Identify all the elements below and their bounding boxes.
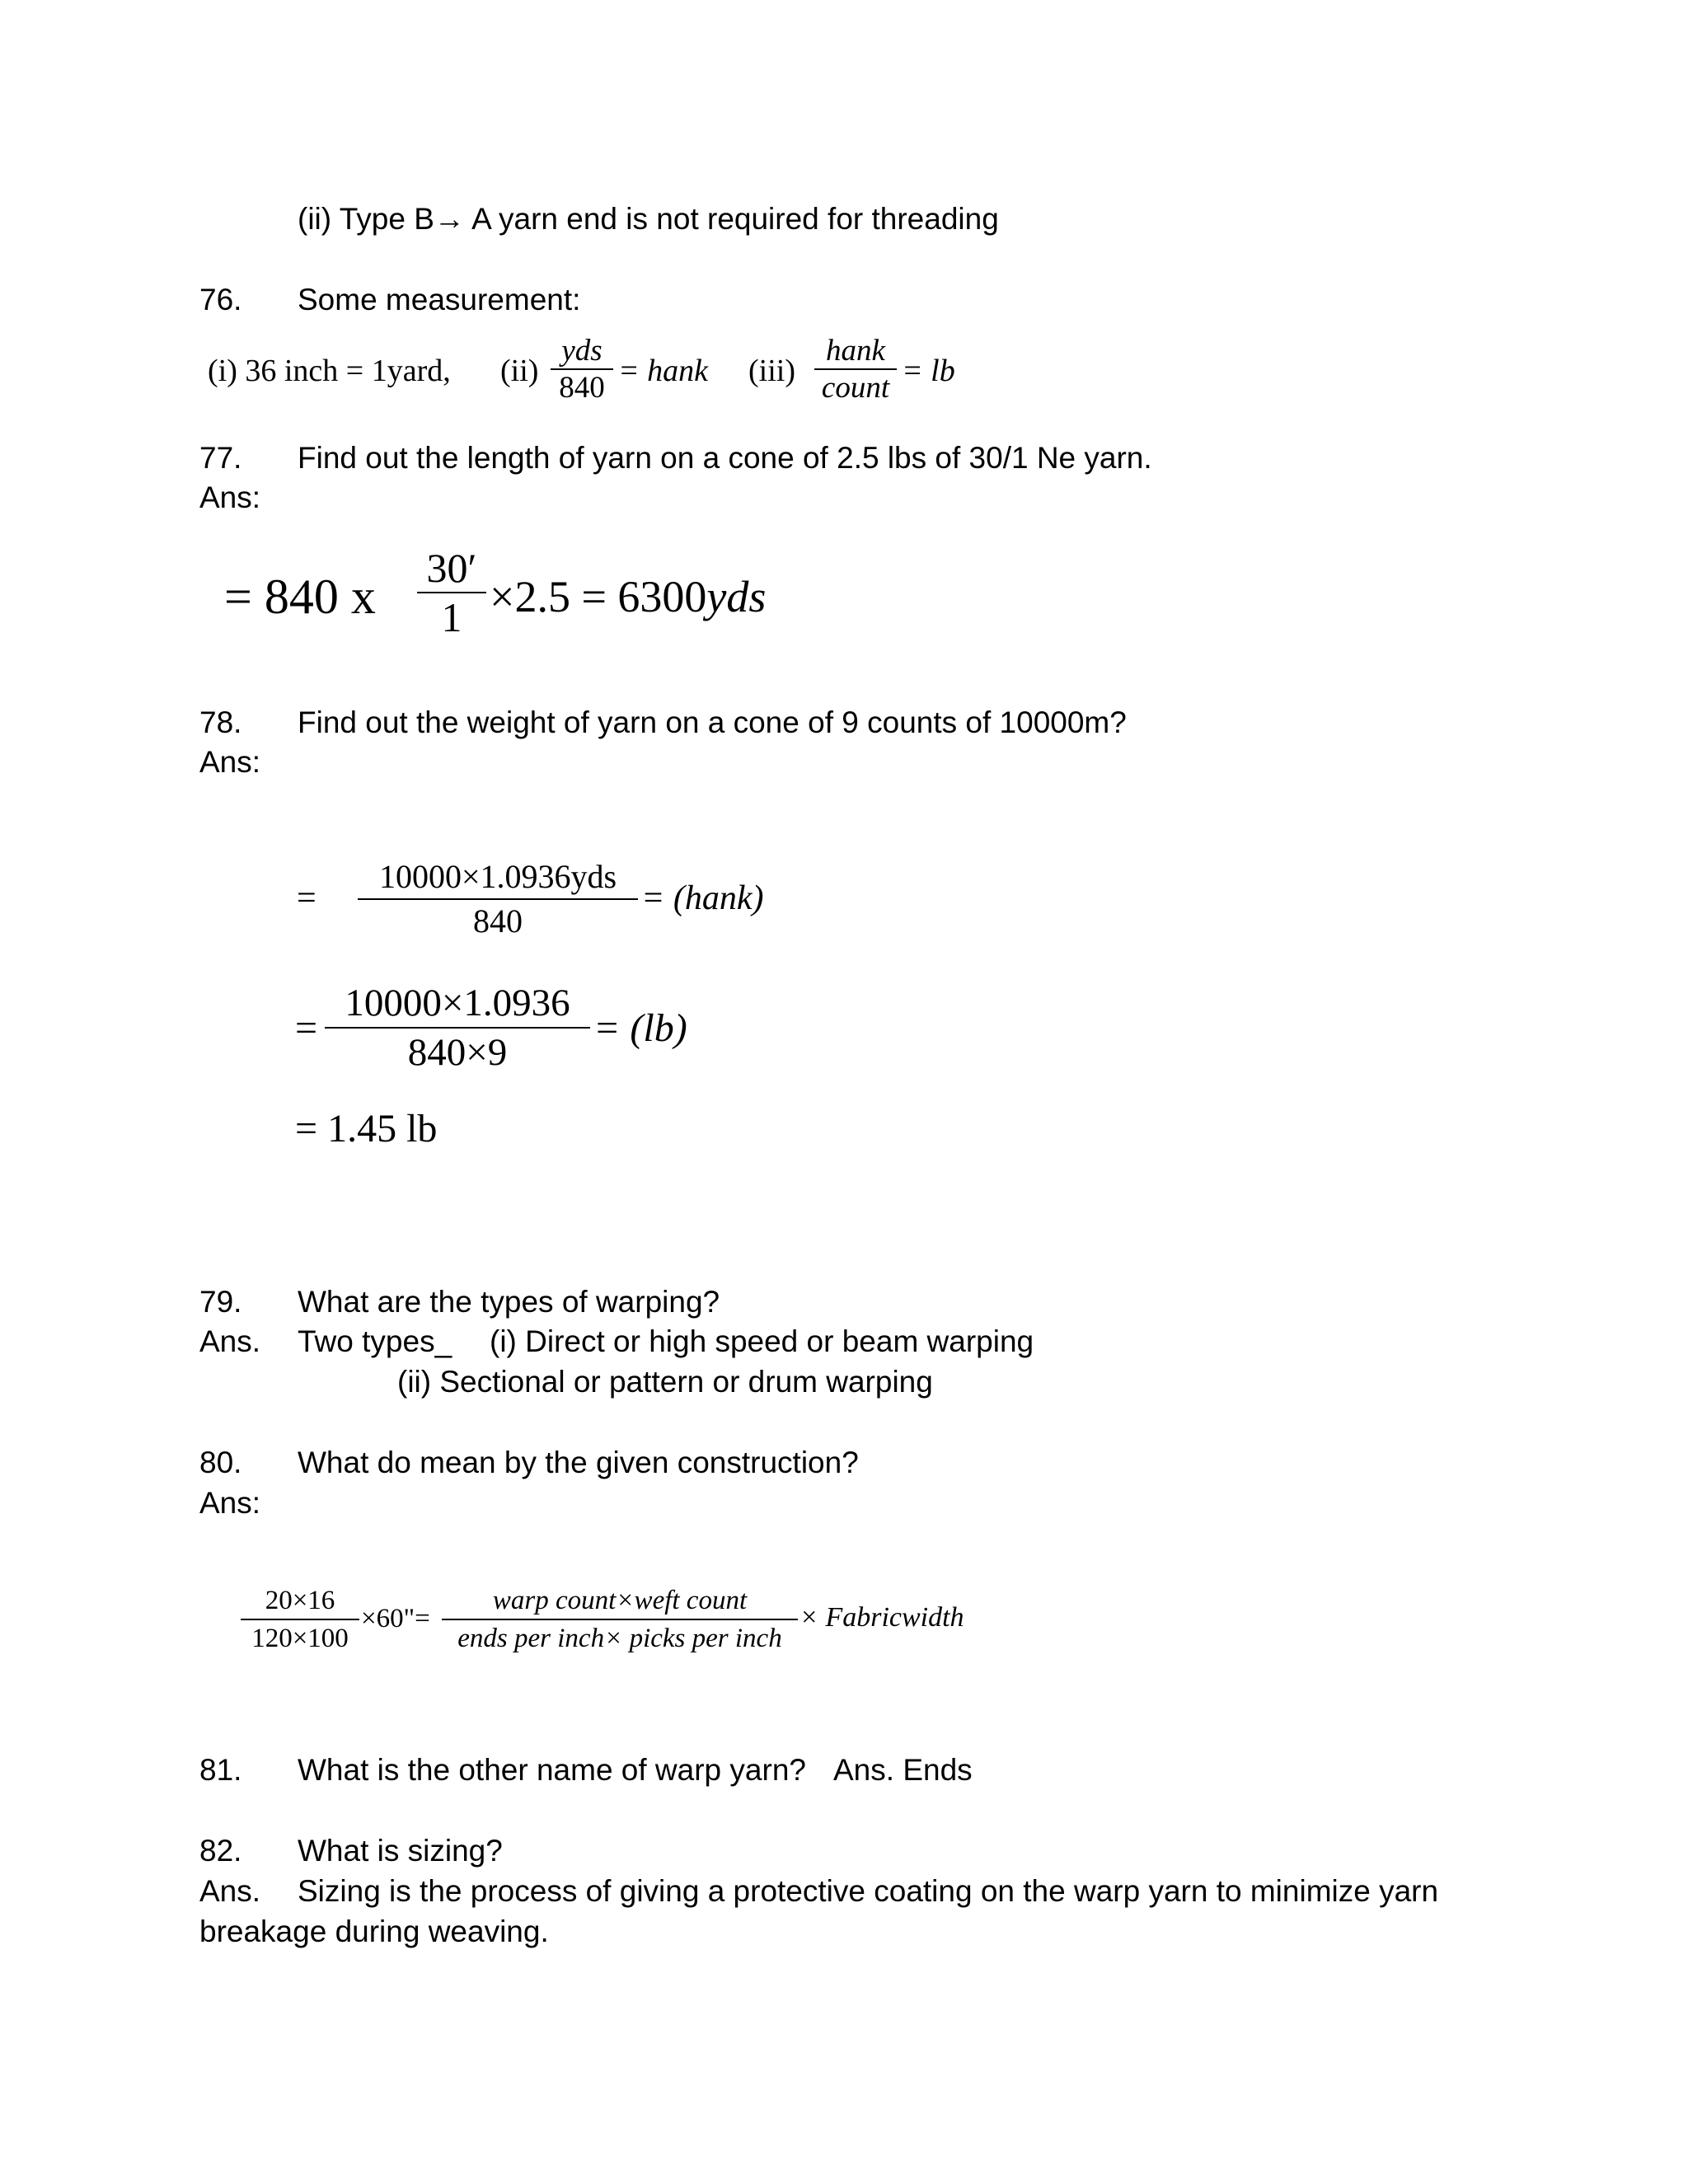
formula-part: (i) 36 inch = 1yard,: [208, 354, 451, 388]
denominator: 120×100: [251, 1624, 349, 1653]
denominator: 840: [559, 371, 605, 405]
fraction-definition: [442, 1582, 798, 1657]
fraction-30-1: [417, 544, 486, 641]
answer-item: (ii) Sectional or pattern or drum warping: [397, 1365, 933, 1399]
formula-part: ×60"=: [361, 1604, 430, 1633]
formula-part: [490, 571, 766, 622]
numerator: 10000×1.0936yds: [378, 858, 617, 895]
formula-part: = (hank): [641, 879, 764, 917]
formula-part: (ii): [500, 354, 539, 388]
denominator: 840×9: [407, 1031, 508, 1074]
formula-part: = hank: [618, 354, 709, 388]
fraction-construction: [241, 1582, 359, 1657]
denominator: count: [821, 371, 890, 405]
question-number: 78.: [199, 705, 242, 739]
question-number: 79.: [199, 1285, 242, 1319]
formula-unit: yds: [706, 572, 767, 621]
answer-label: Ans:: [199, 745, 261, 779]
formula-part: (iii): [748, 354, 795, 388]
answer-label: Ans:: [199, 1486, 261, 1520]
answer-label: Ans.: [199, 1324, 261, 1358]
question-number: 81.: [199, 1753, 242, 1787]
numerator: 30′: [426, 545, 477, 591]
question-number: 77.: [199, 441, 242, 475]
formula-part: × Fabricwidth: [799, 1602, 964, 1633]
question-number: 80.: [199, 1446, 242, 1479]
numerator: warp count×weft count: [492, 1586, 748, 1615]
fraction-lb: [325, 979, 590, 1076]
fraction-hank-count: [814, 333, 897, 405]
formula-value: ×2.5 = 6300: [490, 572, 707, 621]
formula-part: = 840 x: [224, 569, 376, 624]
denominator: 840: [473, 902, 523, 940]
formula-part: =: [295, 1006, 318, 1050]
formula-result: = 1.45 lb: [295, 1107, 438, 1151]
numerator: hank: [826, 334, 885, 368]
numerator: yds: [561, 334, 603, 368]
denominator: ends per inch× picks per inch: [457, 1624, 782, 1653]
formula-part: = (lb): [593, 1006, 687, 1050]
answer-text: Two types_: [298, 1324, 452, 1358]
question-text: Some measurement:: [298, 283, 581, 316]
fraction-yds-840: [551, 333, 613, 405]
question-number: 82.: [199, 1834, 242, 1868]
type-b-line: (ii) Type B→ A yarn end is not required for threading: [298, 202, 999, 236]
answer-label: Ans:: [199, 480, 261, 514]
answer-label: Ans.: [199, 1874, 261, 1908]
answer-text: breakage during weaving.: [199, 1915, 549, 1948]
formula-part: =: [297, 879, 316, 917]
denominator: 1: [441, 594, 462, 640]
answer-item: (i) Direct or high speed or beam warping: [490, 1324, 1034, 1358]
numerator: 20×16: [265, 1586, 335, 1615]
answer-text: Ans. Ends: [833, 1753, 973, 1787]
question-text: Find out the length of yarn on a cone of 2.5 lbs of 30/1 Ne yarn.: [298, 441, 1152, 475]
question-text: What is sizing?: [298, 1834, 503, 1868]
numerator: 10000×1.0936: [345, 982, 570, 1024]
question-text: What are the types of warping?: [298, 1285, 720, 1319]
answer-text: Sizing is the process of giving a protective coating on the warp yarn to minimize yarn: [298, 1874, 1439, 1908]
question-text: What do mean by the given construction?: [298, 1446, 859, 1479]
question-number: 76.: [199, 283, 242, 316]
question-text: Find out the weight of yarn on a cone of 9 counts of 10000m?: [298, 705, 1127, 739]
question-text: What is the other name of warp yarn?: [298, 1753, 806, 1787]
fraction-hank: [358, 855, 638, 943]
formula-part: = lb: [902, 354, 955, 388]
